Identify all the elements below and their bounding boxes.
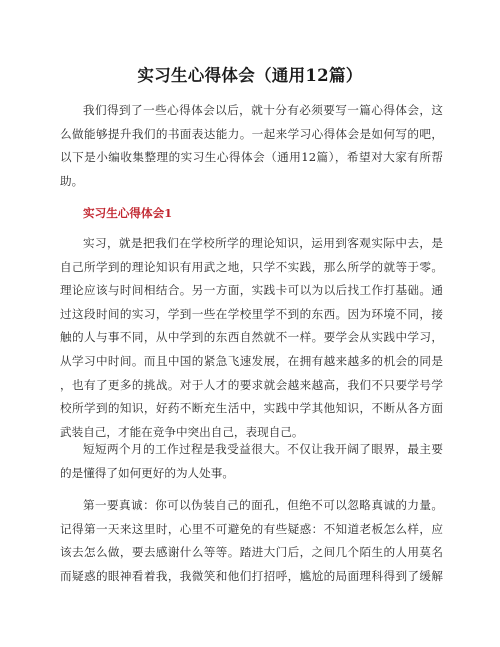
paragraph-line: 从学习中时间。而且中国的紧急飞速发展，在拥有越来越多的机会的同是 [60,353,443,368]
document-title: 实习生心得体会（通用12篇） [137,66,363,85]
intro-paragraph [60,99,443,193]
intro-line: 助。 [60,173,84,188]
paragraph-line: 记得第一天来这里时，心里不可避免的有些疑惑：不知道老板怎么样，应 [60,521,443,536]
paragraph-line: 实习，就是把我们在学校所学的理论知识，运用到客观实际中去，是 [83,236,443,250]
intro-line: 以下是小编收集整理的实习生心得体会（通用12篇），希望对大家有所帮 [60,150,443,165]
body-paragraph-2 [60,438,443,485]
paragraph-line: 校所学到的知识，好药不断充生活中，实践中学其他知识，不断从各方面 [60,401,443,416]
paragraph-line: 的是懂得了如何更好的为人处事。 [60,465,234,480]
paragraph-line: 自己所学到的理论知识有用武之地，只学不实践，那么所学的就等于零。 [60,259,443,274]
paragraph-line: 理论应该与时间相结合。另一方面，实践卡可以为以后找工作打基础。通 [60,283,443,298]
body-paragraph-1 [60,232,443,444]
intro-line: 我们得到了一些心得体会以后，就十分有必须要写一篇心得体会，这 [83,103,443,117]
paragraph-line: 触的人与事不同，从中学到的东西自然就不一样。要学会从实践中学习， [60,330,443,345]
paragraph-line: 短短两个月的工作过程是我受益很大。不仅让我开阔了眼界，最主要 [83,442,443,456]
paragraph-line: 过这段时间的实习，学到一些在学校里学不到的东西。因为环境不同，接 [60,306,443,321]
paragraph-line: ，也有了更多的挑战。对于人才的要求就会越来越高，我们不只要学号学 [60,377,443,392]
section-heading: 实习生心得体会1 [83,206,173,220]
paragraph-line: 而疑惑的眼神看着我，我微笑和他们打招呼，尴尬的局面理科得到了缓解 [60,568,443,583]
body-paragraph-3 [60,494,443,588]
intro-line: 么做能够提升我们的书面表达能力。一起来学习心得体会是如何写的吧， [60,126,443,141]
paragraph-line: 该去怎么做，要去感谢什么等等。踏进大门后，之间几个陌生的人用莫名 [60,545,443,560]
paragraph-line: 武装自己，才能在竞争中突出自己，表现自己。 [60,424,304,439]
paragraph-line: 第一要真诚：你可以伪装自己的面孔，但绝不可以忽略真诚的力量。 [83,498,443,512]
